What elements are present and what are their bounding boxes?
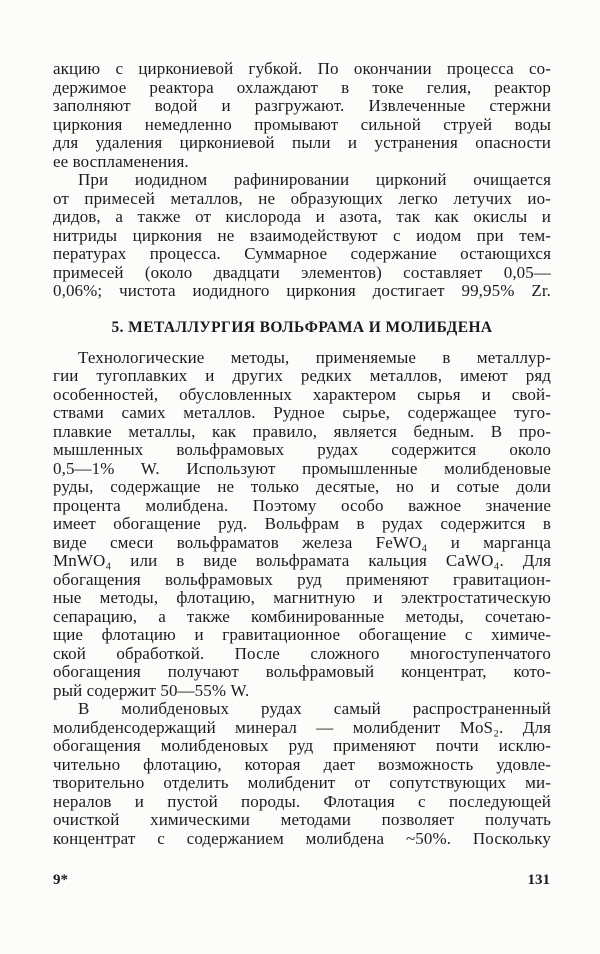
text-line: для удаления циркониевой пыли и устранения опасности (53, 134, 551, 152)
text-line: мышленных вольфрамовых рудах содержится около (53, 441, 551, 459)
text-line: держимое реактора охлаждают в токе гелия, реактор (53, 78, 551, 97)
text-line: щие флотацию и гравитационное обогащение с химиче- (53, 626, 551, 644)
text-line: В молибденовых рудах самый распространенный (78, 700, 551, 718)
text-line: особенностей, обусловленных характером сырья и свой- (53, 385, 551, 404)
text-line: виде смеси вольфраматов железа FeWO₄ и марганца (53, 533, 551, 552)
page-footer (53, 872, 550, 889)
text-line: ствами самих металлов. Рудное сырье, содержащее туго- (53, 404, 551, 422)
text-line: творительно отделить молибденит от сопутствующих ми- (53, 774, 551, 792)
paragraph (53, 700, 551, 848)
text-line: очисткой химическими методами позволяет получать (53, 811, 551, 829)
page-number: 131 (527, 872, 550, 888)
text-line: MnWO₄ или в виде вольфрамата кальция CaWO₄. Для (53, 552, 551, 570)
text-line: ской обработкой. После сложного многоступенчатого (53, 644, 551, 663)
paragraph (53, 349, 551, 701)
text-line: молибденсодержащий минерал — молибденит MoS₂. Для (53, 718, 551, 737)
text-line: дидов, а также от кислорода и азота, так как окислы и (53, 208, 551, 226)
paragraph (53, 171, 551, 301)
text-line: акцию с циркониевой губкой. По окончании процесса со- (53, 60, 551, 78)
paragraph (53, 60, 551, 171)
text-line: 0,06%; чистота иодидного циркония достигает 99,95% Zr. (53, 282, 551, 300)
signature-mark: 9* (53, 872, 68, 888)
text-line: рый содержит 50—55% W. (53, 681, 250, 700)
text-line: Технологические методы, применяемые в металлур- (78, 348, 551, 367)
text-line: При иодидном рафинировании цирконий очищается (78, 171, 551, 189)
text-line: процента молибдена. Поэтому особо важное значение (53, 496, 551, 515)
text-line: плавкие металлы, как правило, является бедным. В про- (53, 422, 551, 441)
text-line: нитриды циркония не взаимодействуют с иодом при тем- (53, 226, 551, 245)
page-text-block (53, 60, 551, 848)
text-line: 0,5—1% W. Используют промышленные молибденовые (53, 459, 551, 478)
text-line: ее воспламенения. (53, 152, 189, 171)
text-line: чительно флотацию, которая дает возможность удовле- (53, 755, 551, 774)
paragraph-group-before-heading (53, 60, 551, 301)
text-line: обогащения получают вольфрамовый концентрат, кото- (53, 663, 551, 681)
text-line: обогащения вольфрамовых руд применяют гравитацион- (53, 570, 551, 589)
text-line: концентрат с содержанием молибдена ~50%. Поскольку (53, 829, 551, 848)
section-heading: 5. МЕТАЛЛУРГИЯ ВОЛЬФРАМА И МОЛИБДЕНА (111, 318, 493, 336)
text-line: нералов и пустой породы. Флотация с последующей (53, 792, 551, 811)
text-line: руды, содержащие не только десятые, но и сотые доли (53, 478, 551, 496)
text-line: гии тугоплавких и других редких металлов, имеют ряд (53, 367, 551, 385)
text-line: ные методы, флотацию, магнитную и электростатическую (53, 589, 551, 607)
text-line: обогащения молибденовых руд применяют почти исклю- (53, 737, 551, 755)
text-line: циркония немедленно промывают сильной струей воды (53, 115, 551, 134)
text-line: примесей (около двадцати элементов) составляет 0,05— (53, 263, 551, 282)
paragraph-group-after-heading (53, 349, 551, 849)
text-line: от примесей металлов, не образующих легко летучих ио- (53, 189, 551, 208)
text-line: пературах процесса. Суммарное содержание остающихся (53, 245, 551, 263)
text-line: имеет обогащение руд. Вольфрам в рудах содержится в (53, 515, 551, 533)
text-line: заполняют водой и разгружают. Извлеченные стержни (53, 97, 551, 115)
text-line: сепарацию, а также комбинированные методы, сочетаю- (53, 607, 551, 626)
